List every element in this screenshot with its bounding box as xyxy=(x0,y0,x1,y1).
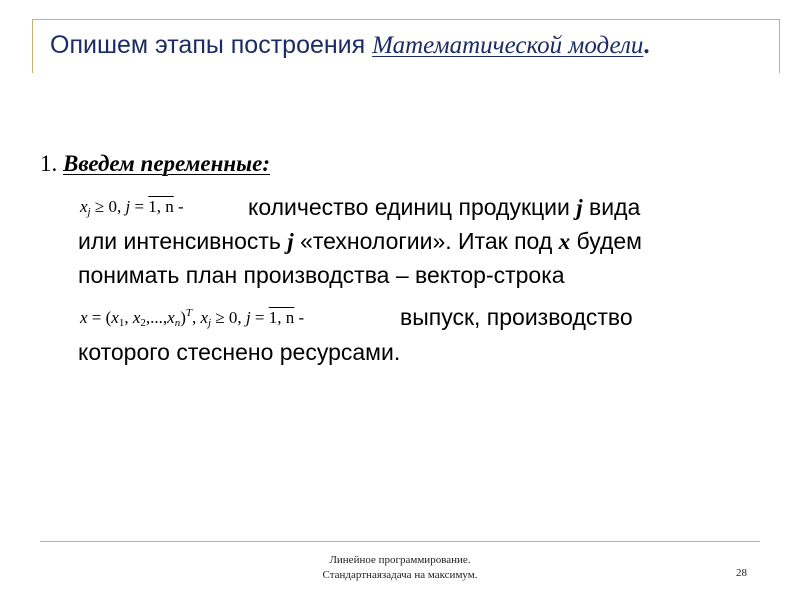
formula-plan-vector xyxy=(80,307,304,329)
formula2-ge: ≥ 0, xyxy=(211,308,246,327)
title-prefix: Опишем этапы построения xyxy=(50,31,373,59)
line-3: понимать план производства – вектор-строка xyxy=(78,262,565,288)
formula-var-x: x xyxy=(80,197,88,216)
formula2-close: ) xyxy=(180,308,186,327)
formula2-xn: x xyxy=(167,308,175,327)
formula2-ellipsis: ,..., xyxy=(145,308,168,327)
line-1-text: количество единиц продукции xyxy=(248,194,577,220)
line-1 xyxy=(248,194,640,221)
formula2-comma: , xyxy=(191,308,201,327)
formula2-x2: x xyxy=(132,308,141,327)
formula2-range: 1, n xyxy=(268,308,295,327)
formula2-sub-1: 1 xyxy=(118,317,125,329)
formula2-sub-j: j xyxy=(208,317,212,329)
line-2-j: j xyxy=(287,229,294,254)
line-5: которого стеснено ресурсами. xyxy=(78,339,401,365)
formula2-comma-1: , xyxy=(124,308,133,327)
formula-var-j: j xyxy=(125,197,131,216)
footer-line-2: Стандартнаязадача на максимум. xyxy=(322,569,478,581)
formula2-x1: x xyxy=(111,308,119,327)
line-1-tail: вида xyxy=(582,194,641,220)
page-number: 28 xyxy=(736,567,747,579)
formula2-dash: - xyxy=(294,308,305,327)
footer-divider xyxy=(40,541,760,542)
formula2-x: x xyxy=(80,308,88,327)
line-2 xyxy=(78,228,642,255)
formula2-sub-2: 2 xyxy=(140,317,146,329)
formula2-sub-n: n xyxy=(174,317,181,329)
formula2-transpose: T xyxy=(185,307,192,319)
formula-sub-j: j xyxy=(87,206,91,218)
line-2-c: будем xyxy=(570,228,642,254)
formula-variable-def xyxy=(80,197,184,218)
formula-eq: = xyxy=(130,197,149,216)
item-1 xyxy=(40,150,270,177)
title-dot: . xyxy=(643,32,650,59)
footer-line-1: Линейное программирование. xyxy=(329,554,471,566)
line-2-a: или интенсивность xyxy=(78,228,288,254)
line-2-b: «технологии». Итак под xyxy=(293,228,559,254)
formula2-eq: = xyxy=(250,308,269,327)
title-emphasis: Математической модели xyxy=(372,32,644,59)
formula-ge: ≥ 0, xyxy=(90,197,126,216)
item-number: 1. xyxy=(40,151,63,176)
formula-range: 1, n xyxy=(148,197,174,216)
item-heading: Введем переменные: xyxy=(63,151,270,176)
formula-dash: - xyxy=(173,197,184,216)
line-4-tail: выпуск, производство xyxy=(400,304,633,330)
formula2-j: j xyxy=(245,308,251,327)
formula2-eq-open: = ( xyxy=(87,308,112,327)
footer-text xyxy=(250,553,550,583)
line-1-j: j xyxy=(576,195,583,220)
formula2-xj: x xyxy=(200,308,209,327)
line-2-x: x xyxy=(558,229,571,254)
